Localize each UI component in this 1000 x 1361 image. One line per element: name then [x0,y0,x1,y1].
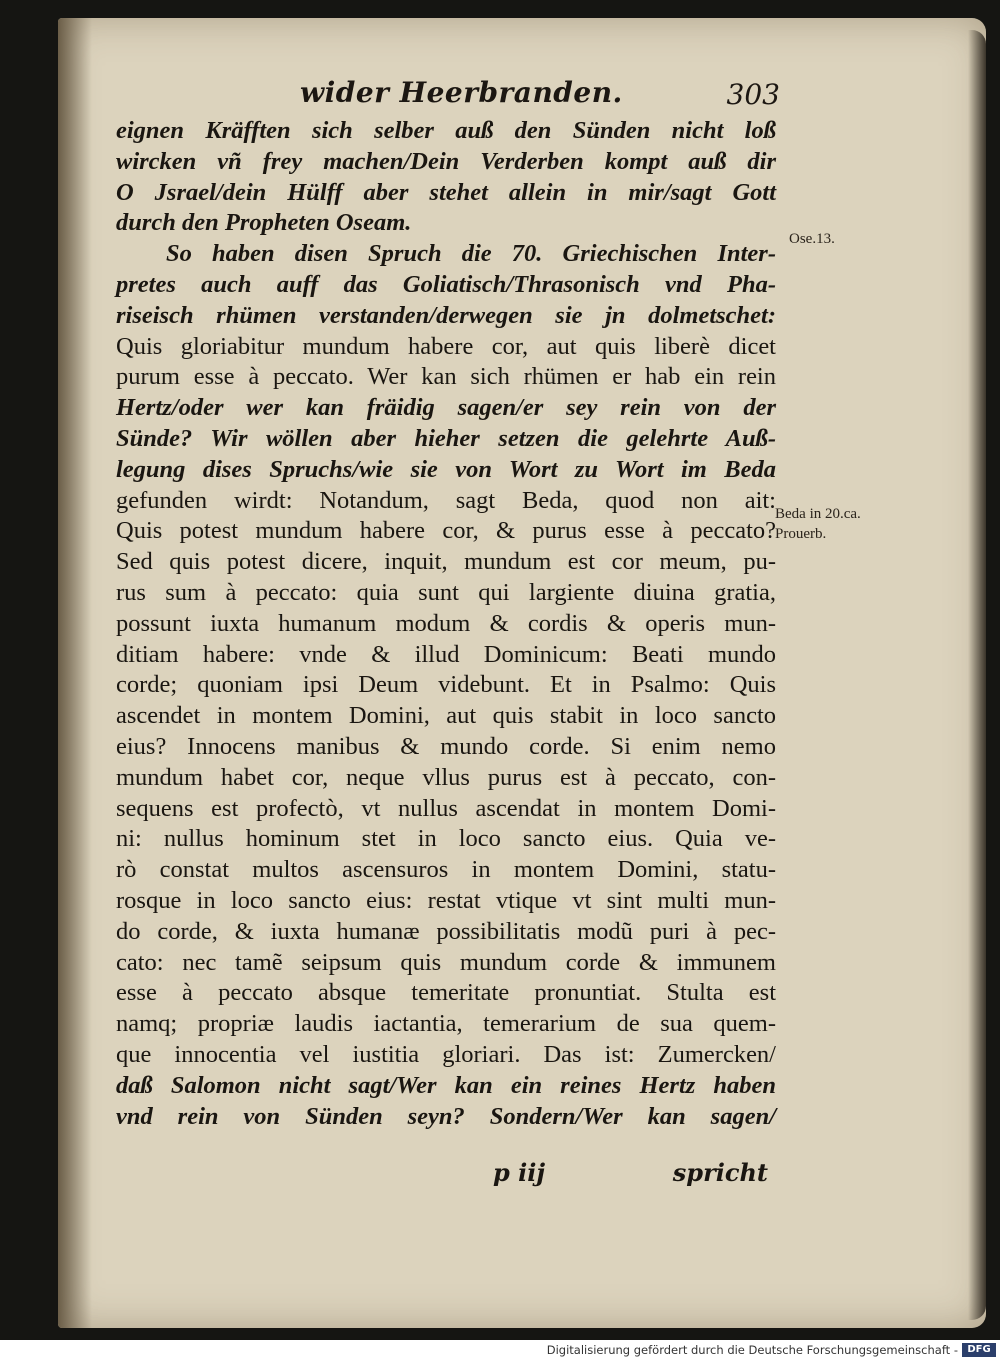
text-line: Hertz/oder wer kan fräidig sagen/er sey rein von der [116,394,776,422]
page-number: 303 [726,78,780,111]
text-line: cato: nec tamẽ seipsum quis mundum corde & immunem [116,948,776,976]
catchword: spricht [672,1158,768,1187]
text-line: rosque in loco sancto eius: restat vtique vt sint multi mun- [116,886,776,914]
text-line: Quis gloriabitur mundum habere cor, aut quis liberè dicet [116,332,776,360]
margin-note: Beda in 20.ca. [775,506,861,522]
body-text [116,116,776,1132]
text-line: eignen Kräfften sich selber auß den Sünden nicht loß [116,117,776,144]
text-line: So haben disen Spruch die 70. Griechischen Inter- [166,240,776,268]
running-head: wider Heerbranden. [300,76,623,109]
text-line: namq; propriæ laudis iactantia, temerarium de sua quem- [116,1010,776,1038]
text-line: que innocentia vel iustitia gloriari. Das ist: Zumercken/ [116,1040,776,1068]
text-line: rus sum à peccato: quia sunt qui largiente diuina gratia, [116,578,776,606]
page-header [300,76,780,116]
text-line: esse à peccato absque temeritate pronuntiat. Stulta est [116,979,776,1007]
text-line: O Jsrael/dein Hülff aber stehet allein in mir/sagt Gott [116,178,776,206]
page-gutter [58,18,92,1328]
text-line: ascendet in montem Domini, aut quis stabit in loco sancto [116,702,776,730]
dfg-logo-icon: DFG [962,1343,996,1357]
text-line: wircken vñ frey machen/Dein Verderben kompt auß dir [116,147,776,175]
text-line: sequens est profectò, vt nullus ascendat in montem Domi- [116,794,776,822]
margin-note: Ose.13. [789,231,835,247]
text-line: ni: nullus hominum stet in loco sancto eius. Quia ve- [116,825,776,853]
text-line: ditiam habere: vnde & illud Dominicum: Beati mundo [116,640,776,668]
text-line: purum esse à peccato. Wer kan sich rhümen er hab ein rein [116,363,776,391]
text-line: corde; quoniam ipsi Deum videbunt. Et in Psalmo: Quis [116,671,776,699]
text-line: vnd rein von Sünden seyn? Sondern/Wer kan sagen/ [116,1102,776,1130]
text-line: Sed quis potest dicere, inquit, mundum est cor meum, pu- [116,548,776,576]
text-line: possunt iuxta humanum modum & cordis & operis mun- [116,609,776,637]
text-line: gefunden wirdt: Notandum, sagt Beda, quod non ait: [116,486,776,514]
text-line: rò constat multos ascensuros in montem Domini, statu- [116,856,776,884]
text-line: mundum habet cor, neque vllus purus est à peccato, con- [116,763,776,791]
text-line: daß Salomon nicht sagt/Wer kan ein reines Hertz haben [116,1071,776,1099]
text-line: pretes auch auff das Goliatisch/Thrasonisch vnd Pha- [116,270,776,298]
text-line: legung dises Spruchs/wie sie von Wort zu Wort im Beda [116,455,776,483]
text-line: Sünde? Wir wöllen aber hieher setzen die gelehrte Auß- [116,424,776,452]
text-line: riseisch rhümen verstanden/derwegen sie jn dolmetschet: [116,301,776,329]
margin-note: Prouerb. [775,526,827,542]
signature-mark: p iij [493,1158,546,1187]
page-edge [968,30,986,1320]
funding-credit: Digitalisierung gefördert durch die Deutsche Forschungsgemeinschaft - [546,1343,958,1357]
text-line: eius? Innocens manibus & mundo corde. Si enim nemo [116,732,776,760]
text-line: do corde, & iuxta humanæ possibilitatis modũ puri à pec- [116,917,776,945]
text-line: durch den Propheten Oseam. [116,209,412,237]
text-line: Quis potest mundum habere cor, & purus esse à peccato? [116,517,776,545]
footer-bar [0,1340,1000,1361]
